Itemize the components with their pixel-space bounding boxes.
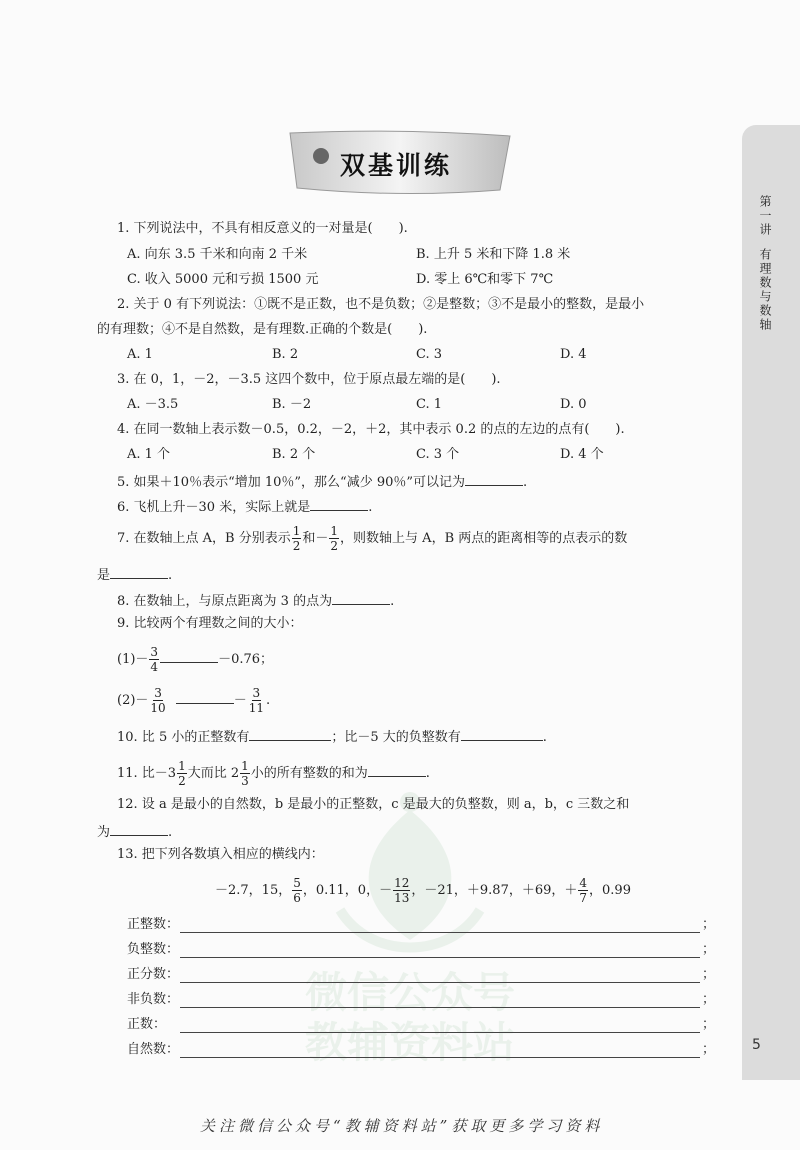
q10-answer-blank-2[interactable] xyxy=(461,726,543,741)
q11-text-2: 大而比 2 xyxy=(187,766,240,781)
q8-line xyxy=(117,590,394,611)
q8-end: . xyxy=(390,594,395,609)
q5-stem: 5. 如果＋10％表示“增加 10％”，那么“减少 90％”可以记为 xyxy=(117,475,466,490)
q9-part-1 xyxy=(117,645,273,674)
page-number: 5 xyxy=(752,1037,761,1053)
q13-answer-line-natural[interactable] xyxy=(180,1057,700,1058)
watermark-text-1: 微信公众号 xyxy=(305,968,516,1017)
q9-2-minus: － xyxy=(233,693,247,708)
q13-end-6: ； xyxy=(702,1042,716,1057)
q7-line xyxy=(117,524,627,553)
q13-answer-line-positive-fraction[interactable] xyxy=(180,982,700,983)
q13-fraction-1 xyxy=(292,876,302,905)
q9-1-fraction xyxy=(149,645,159,674)
page-title: 双基训练 xyxy=(340,151,453,180)
q13-label-positive-integer: 正整数： xyxy=(127,917,180,932)
q13-end-1: ； xyxy=(702,917,716,932)
q13-fraction-3 xyxy=(578,876,588,905)
q9-2-den-2: 11 xyxy=(248,701,264,715)
q9-2-fraction-1 xyxy=(149,686,166,715)
q6-stem: 6. 飞机上升－30 米，实际上就是 xyxy=(117,500,311,515)
q12-answer-blank[interactable] xyxy=(110,821,168,836)
q1-option-d: D. 零上 6℃和零下 7℃ xyxy=(416,272,554,287)
q9-2-end: . xyxy=(266,693,271,708)
q7-frac1-den: 2 xyxy=(292,539,301,553)
q9-2-fraction-2 xyxy=(248,686,265,715)
q3-option-c: C. 1 xyxy=(416,397,443,412)
q13-numbers xyxy=(215,876,631,905)
q11-fraction-2 xyxy=(240,759,250,788)
q2-option-b: B. 2 xyxy=(272,347,299,362)
q2-option-d: D. 4 xyxy=(560,347,587,362)
q7-fraction-2 xyxy=(329,524,339,553)
q7-end: . xyxy=(168,568,173,583)
q4-option-a: A. 1 个 xyxy=(127,447,171,462)
q13-fraction-2 xyxy=(393,876,410,905)
q5-line xyxy=(117,471,527,492)
q12-stem-1: 12. 设 a 是最小的自然数，b 是最小的正整数，c 是最大的负整数，则 a，b，c 三数之和 xyxy=(117,797,630,812)
q3-option-b: B. －2 xyxy=(272,397,312,412)
q13-f3-num: 4 xyxy=(579,876,588,890)
watermark-text-2: 教辅资料站 xyxy=(305,1018,516,1067)
q7-text-1: 7. 在数轴上点 A，B 分别表示 xyxy=(117,531,291,546)
q13-end-3: ； xyxy=(702,967,716,982)
q13-f2-num: 12 xyxy=(394,876,410,890)
q13-answer-line-positive-integer[interactable] xyxy=(180,932,700,933)
sidebar-topic: 有理数与数轴 xyxy=(758,248,772,332)
q4-option-d: D. 4 个 xyxy=(560,447,604,462)
q2-stem-1: 2. 关于 0 有下列说法：①既不是正数，也不是负数；②是整数；③不是最小的整数，是最小 xyxy=(117,297,645,312)
q13-label-positive: 正数： xyxy=(127,1017,167,1032)
q9-1-answer-blank[interactable] xyxy=(160,648,218,663)
q13-label-negative-integer: 负整数： xyxy=(127,942,180,957)
q11-fraction-1 xyxy=(177,759,187,788)
q7-answer-blank[interactable] xyxy=(110,564,168,579)
q1-option-c: C. 收入 5000 元和亏损 1500 元 xyxy=(127,272,319,287)
q11-line xyxy=(117,759,430,788)
q5-end: . xyxy=(523,475,528,490)
q1-stem: 1. 下列说法中，不具有相反意义的一对量是( ). xyxy=(117,221,408,236)
q4-stem: 4. 在同一数轴上表示数－0.5，0.2，－2，＋2，其中表示 0.2 的点的左边的点有( ). xyxy=(117,422,625,437)
q7-text-2: 和－ xyxy=(302,531,329,546)
q13-end-4: ； xyxy=(702,992,716,1007)
q6-line xyxy=(117,496,372,517)
q13-label-non-negative: 非负数： xyxy=(127,992,180,1007)
q8-answer-blank[interactable] xyxy=(332,590,390,605)
q7-line-2 xyxy=(97,564,172,585)
q11-num-1: 1 xyxy=(178,759,186,773)
q9-1-suffix: －0.76； xyxy=(218,652,274,667)
q9-1-prefix: (1)－ xyxy=(117,652,149,667)
q5-answer-blank[interactable] xyxy=(465,471,523,486)
q12-text-2: 为 xyxy=(97,825,111,840)
q7-frac2-den: 2 xyxy=(330,539,339,553)
q11-text-3: 小的所有整数的和为 xyxy=(250,766,368,781)
q1-option-b: B. 上升 5 米和下降 1.8 米 xyxy=(416,247,571,262)
q13-end-2: ； xyxy=(702,942,716,957)
q9-2-answer-blank[interactable] xyxy=(176,689,234,704)
q7-text-4: 是 xyxy=(97,568,111,583)
q13-num-text-3: ，－21，＋9.87，＋69，＋ xyxy=(411,883,578,898)
q9-2-prefix: (2)－ xyxy=(117,693,149,708)
q13-answer-line-non-negative[interactable] xyxy=(180,1007,700,1008)
q10-text-1: 10. 比 5 小的正整数有 xyxy=(117,730,250,745)
q7-frac2-num: 1 xyxy=(330,524,339,538)
q10-text-2: ；比－5 大的负整数有 xyxy=(331,730,461,745)
q13-f1-num: 5 xyxy=(293,876,301,890)
q13-answer-line-negative-integer[interactable] xyxy=(180,957,700,958)
q6-answer-blank[interactable] xyxy=(310,496,368,511)
q11-answer-blank[interactable] xyxy=(368,762,426,777)
q10-end: . xyxy=(542,730,547,745)
q3-stem: 3. 在 0，1，－2，－3.5 这四个数中，位于原点最左端的是( ). xyxy=(117,372,501,387)
q11-end: . xyxy=(425,766,430,781)
q10-answer-blank-1[interactable] xyxy=(249,726,331,741)
q4-option-b: B. 2 个 xyxy=(272,447,316,462)
footer-note: 关注微信公众号“教辅资料站”获取更多学习资料 xyxy=(200,1117,604,1135)
q7-fraction-1 xyxy=(292,524,302,553)
q7-text-3: ，则数轴上与 A，B 两点的距离相等的点表示的数 xyxy=(340,531,628,546)
q6-end: . xyxy=(368,500,373,515)
q2-option-c: C. 3 xyxy=(416,347,443,362)
q1-option-a: A. 向东 3.5 千米和向南 2 千米 xyxy=(127,247,308,262)
q9-part-2 xyxy=(117,686,270,715)
q13-end-5: ； xyxy=(702,1017,716,1032)
q7-frac1-num: 1 xyxy=(292,524,301,538)
q11-den-2: 3 xyxy=(241,774,249,788)
q8-stem: 8. 在数轴上，与原点距离为 3 的点为 xyxy=(117,594,333,609)
q3-option-d: D. 0 xyxy=(560,397,587,412)
q13-label-positive-fraction: 正分数： xyxy=(127,967,180,982)
q13-num-text-2: ，0.11，0，－ xyxy=(302,883,393,898)
q12-end: . xyxy=(168,825,173,840)
q9-stem: 9. 比较两个有理数之间的大小： xyxy=(117,616,303,631)
q13-f1-den: 6 xyxy=(293,891,301,905)
q9-2-num-1: 3 xyxy=(154,686,162,700)
q10-line xyxy=(117,726,547,747)
q9-2-num-2: 3 xyxy=(252,686,261,700)
q9-2-den-1: 10 xyxy=(150,701,166,715)
q11-num-2: 1 xyxy=(241,759,249,773)
q2-stem-2: 的有理数；④不是自然数，是有理数.正确的个数是( ). xyxy=(97,322,428,337)
q13-answer-line-positive[interactable] xyxy=(180,1032,700,1033)
q13-num-text-4: ，0.99 xyxy=(589,883,631,898)
q11-text-1: 11. 比－3 xyxy=(117,766,177,781)
q3-option-a: A. －3.5 xyxy=(127,397,179,412)
q13-num-text-1: －2.7，15， xyxy=(215,883,292,898)
q2-option-a: A. 1 xyxy=(127,347,153,362)
q12-line-2 xyxy=(97,821,172,842)
q9-1-num: 3 xyxy=(150,645,159,659)
sidebar-lecture: 第一讲 xyxy=(758,195,772,237)
q11-den-1: 2 xyxy=(178,774,186,788)
q13-f2-den: 13 xyxy=(394,891,410,905)
q13-f3-den: 7 xyxy=(579,891,588,905)
q13-stem: 13. 把下列各数填入相应的横线内： xyxy=(117,847,324,862)
q4-option-c: C. 3 个 xyxy=(416,447,460,462)
q13-label-natural: 自然数： xyxy=(127,1042,180,1057)
q9-1-den: 4 xyxy=(150,660,159,674)
